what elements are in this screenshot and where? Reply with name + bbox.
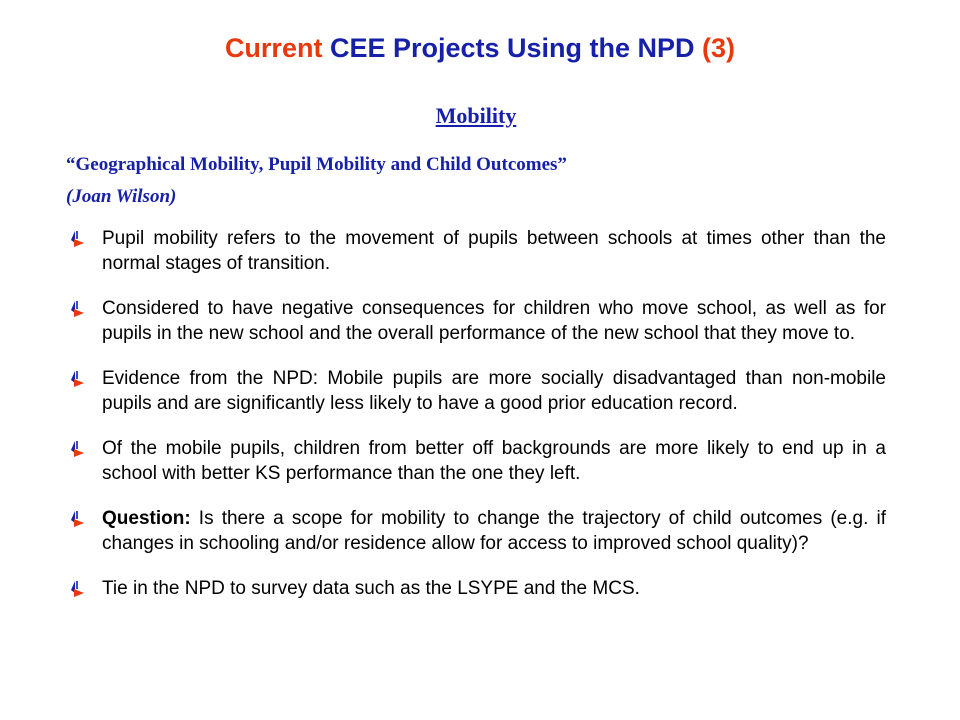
- bullet-item: [66, 226, 886, 276]
- section-heading: Mobility: [435, 103, 517, 128]
- bullet-list: [66, 226, 886, 621]
- bullet-text: Evidence from the NPD: Mobile pupils are more socially disadvantaged than non-mobile pupils and are significantly less likely to have a good prior education record.: [102, 368, 886, 414]
- bullet-item: [66, 436, 886, 486]
- arrow-bullet-icon: [68, 511, 84, 527]
- arrow-bullet-icon: [68, 581, 84, 597]
- bullet-text: Of the mobile pupils, children from better off backgrounds are more likely to end up in a school with better KS performance than the one they left.: [102, 438, 886, 484]
- arrow-bullet-icon: [68, 371, 84, 387]
- bullet-text: Tie in the NPD to survey data such as the LSYPE and the MCS.: [102, 578, 640, 599]
- arrow-bullet-icon: [68, 301, 84, 317]
- title-part-main: CEE Projects Using the NPD: [322, 33, 695, 63]
- project-title: “Geographical Mobility, Pupil Mobility and Child Outcomes”: [66, 154, 567, 175]
- bullet-bold-lead: Question:: [102, 508, 191, 529]
- bullet-text: [102, 508, 886, 554]
- bullet-item: [66, 296, 886, 346]
- bullet-text: Pupil mobility refers to the movement of pupils between schools at times other than the normal stages of transition.: [102, 228, 886, 274]
- bullet-text: Considered to have negative consequences for children who move school, as well as for pupils in the new school and the overall performance of the new school that they move to.: [102, 298, 886, 344]
- slide-title: [0, 30, 960, 66]
- project-author: (Joan Wilson): [66, 186, 177, 207]
- bullet-item: [66, 506, 886, 556]
- bullet-text-rest: Is there a scope for mobility to change the trajectory of child outcomes (e.g. if changes in schooling and/or residence allow for access to improved school quality)?: [102, 508, 886, 554]
- bullet-item: [66, 366, 886, 416]
- arrow-bullet-icon: [68, 231, 84, 247]
- bullet-item: [66, 576, 886, 601]
- title-part-number: (3): [694, 33, 736, 63]
- title-part-current: Current: [224, 33, 323, 63]
- arrow-bullet-icon: [68, 441, 84, 457]
